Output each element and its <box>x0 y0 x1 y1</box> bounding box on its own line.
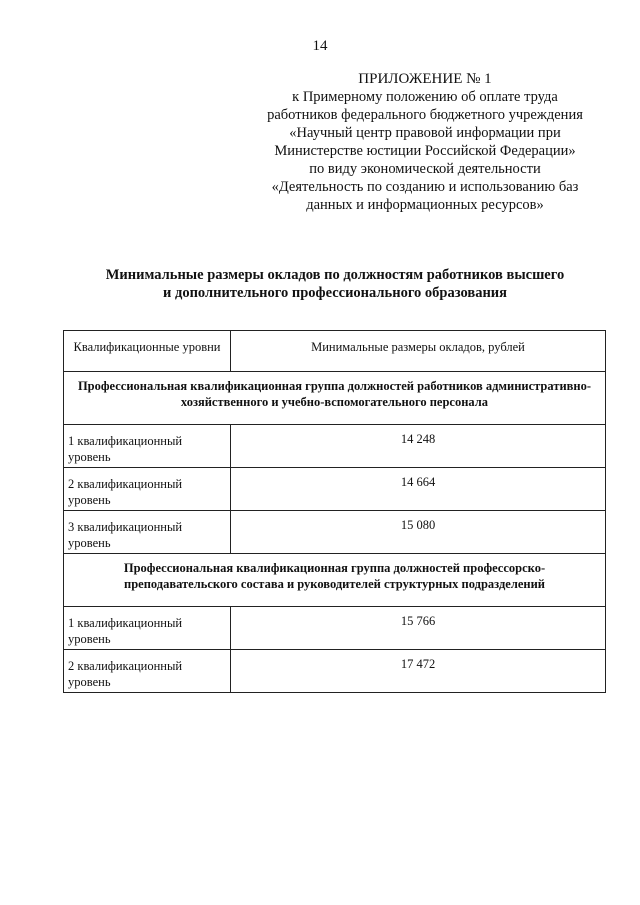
table-row <box>64 468 606 511</box>
group-title: Профессиональная квалификационная группа должностей профессорско-преподавательского состава и руководителей структурных подразделений <box>64 554 606 607</box>
appendix-line: «Деятельность по созданию и использованию баз <box>271 179 579 195</box>
document-title-line: и дополнительного профессионального образования <box>163 285 507 301</box>
appendix-line: Министерстве юстиции Российской Федерации» <box>274 143 576 159</box>
appendix-title: ПРИЛОЖЕНИЕ № 1 <box>358 71 492 87</box>
salary-table <box>63 330 606 693</box>
header-salary: Минимальные размеры окладов, рублей <box>231 331 606 372</box>
level-cell: 2 квалификационный уровень <box>64 468 231 511</box>
appendix-line: «Научный центр правовой информации при <box>289 125 561 141</box>
table-row <box>64 511 606 554</box>
appendix-line: по виду экономической деятельности <box>309 161 541 177</box>
appendix-line: работников федерального бюджетного учреждения <box>267 107 583 123</box>
salary-cell: 15 766 <box>231 607 606 650</box>
salary-cell: 14 664 <box>231 468 606 511</box>
level-cell: 1 квалификационный уровень <box>64 607 231 650</box>
group-row <box>64 372 606 425</box>
document-title-line: Минимальные размеры окладов по должностям работников высшего <box>105 267 565 283</box>
level-cell: 2 квалификационный уровень <box>64 650 231 693</box>
document-title <box>60 266 610 302</box>
appendix-line: к Примерному положению об оплате труда <box>292 89 558 105</box>
group-title: Профессиональная квалификационная группа должностей работников административно-хозяйственного и учебно-вспомогательного персонала <box>64 372 606 425</box>
level-cell: 3 квалификационный уровень <box>64 511 231 554</box>
level-cell: 1 квалификационный уровень <box>64 425 231 468</box>
appendix-header <box>230 70 620 214</box>
salary-cell: 15 080 <box>231 511 606 554</box>
header-level: Квалификационные уровни <box>64 331 231 372</box>
table-header-row <box>64 331 606 372</box>
table-row <box>64 607 606 650</box>
page-number: 14 <box>312 38 328 54</box>
salary-cell: 17 472 <box>231 650 606 693</box>
group-row <box>64 554 606 607</box>
table-row <box>64 650 606 693</box>
salary-cell: 14 248 <box>231 425 606 468</box>
table-row <box>64 425 606 468</box>
appendix-line: данных и информационных ресурсов» <box>306 197 544 213</box>
